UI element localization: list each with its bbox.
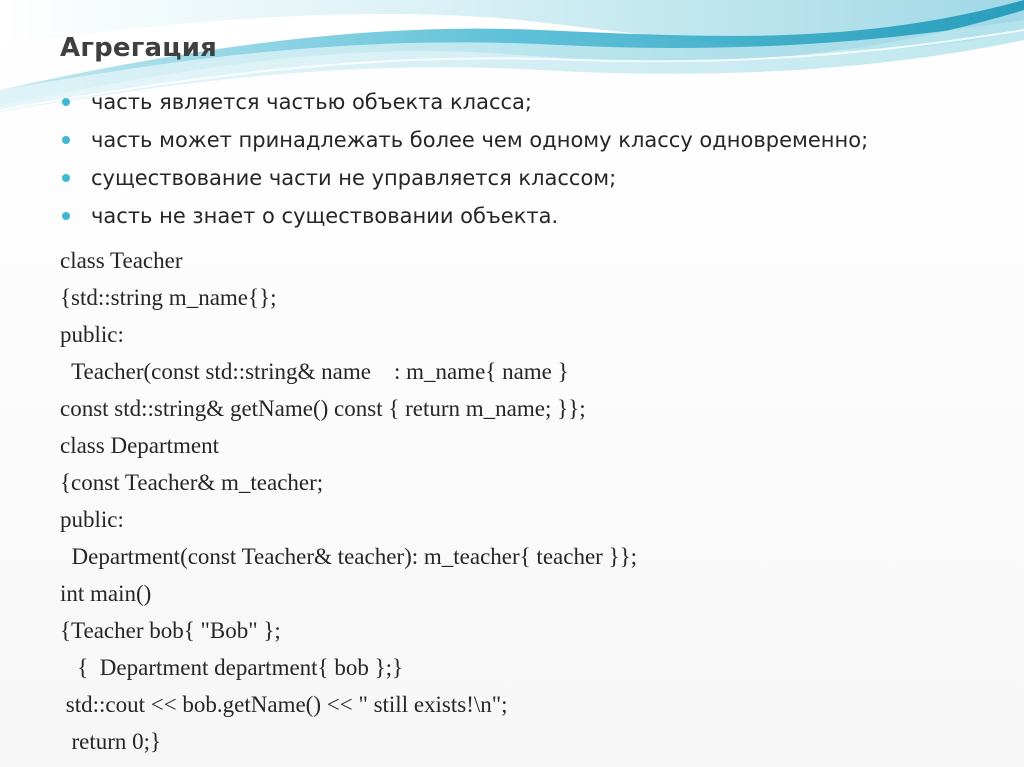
code-line: public: xyxy=(60,322,124,347)
code-line: int main() xyxy=(60,581,152,606)
bullet-item xyxy=(60,121,868,159)
code-line: Department(const Teacher& teacher): m_teacher{ teacher }}; xyxy=(60,544,638,569)
code-line: class Department xyxy=(60,433,220,458)
code-line: {const Teacher& m_teacher; xyxy=(60,470,324,495)
bullet-text: существование части не управляется классом; xyxy=(91,166,617,190)
code-line: Teacher(const std::string& name : m_name{ name } xyxy=(60,359,569,384)
bullet-dot-icon xyxy=(62,136,70,144)
bullet-dot-icon xyxy=(62,212,70,220)
code-line: const std::string& getName() const { return m_name; }}; xyxy=(60,396,586,421)
bullet-text: часть является частью объекта класса; xyxy=(91,90,532,114)
bullet-dot-icon xyxy=(62,174,70,182)
code-line: std::cout << bob.getName() << " still exists!\n"; xyxy=(60,692,508,717)
bullet-item xyxy=(60,83,868,121)
bullet-list xyxy=(60,83,868,235)
code-line: public: xyxy=(60,507,124,532)
bullet-item xyxy=(60,197,868,235)
code-line: {Teacher bob{ "Bob" }; xyxy=(60,618,281,643)
bullet-dot-icon xyxy=(62,98,70,106)
slide-title: Агрегация xyxy=(60,33,218,63)
bullet-item xyxy=(60,159,868,197)
bullet-text: часть не знает о существовании объекта. xyxy=(91,204,559,228)
code-block xyxy=(60,242,637,760)
code-line: return 0;} xyxy=(60,729,162,754)
code-line: {std::string m_name{}; xyxy=(60,285,277,310)
code-line: class Teacher xyxy=(60,248,183,273)
bullet-text: часть может принадлежать более чем одному классу одновременно; xyxy=(91,128,869,152)
code-line: { Department department{ bob };} xyxy=(60,655,404,680)
